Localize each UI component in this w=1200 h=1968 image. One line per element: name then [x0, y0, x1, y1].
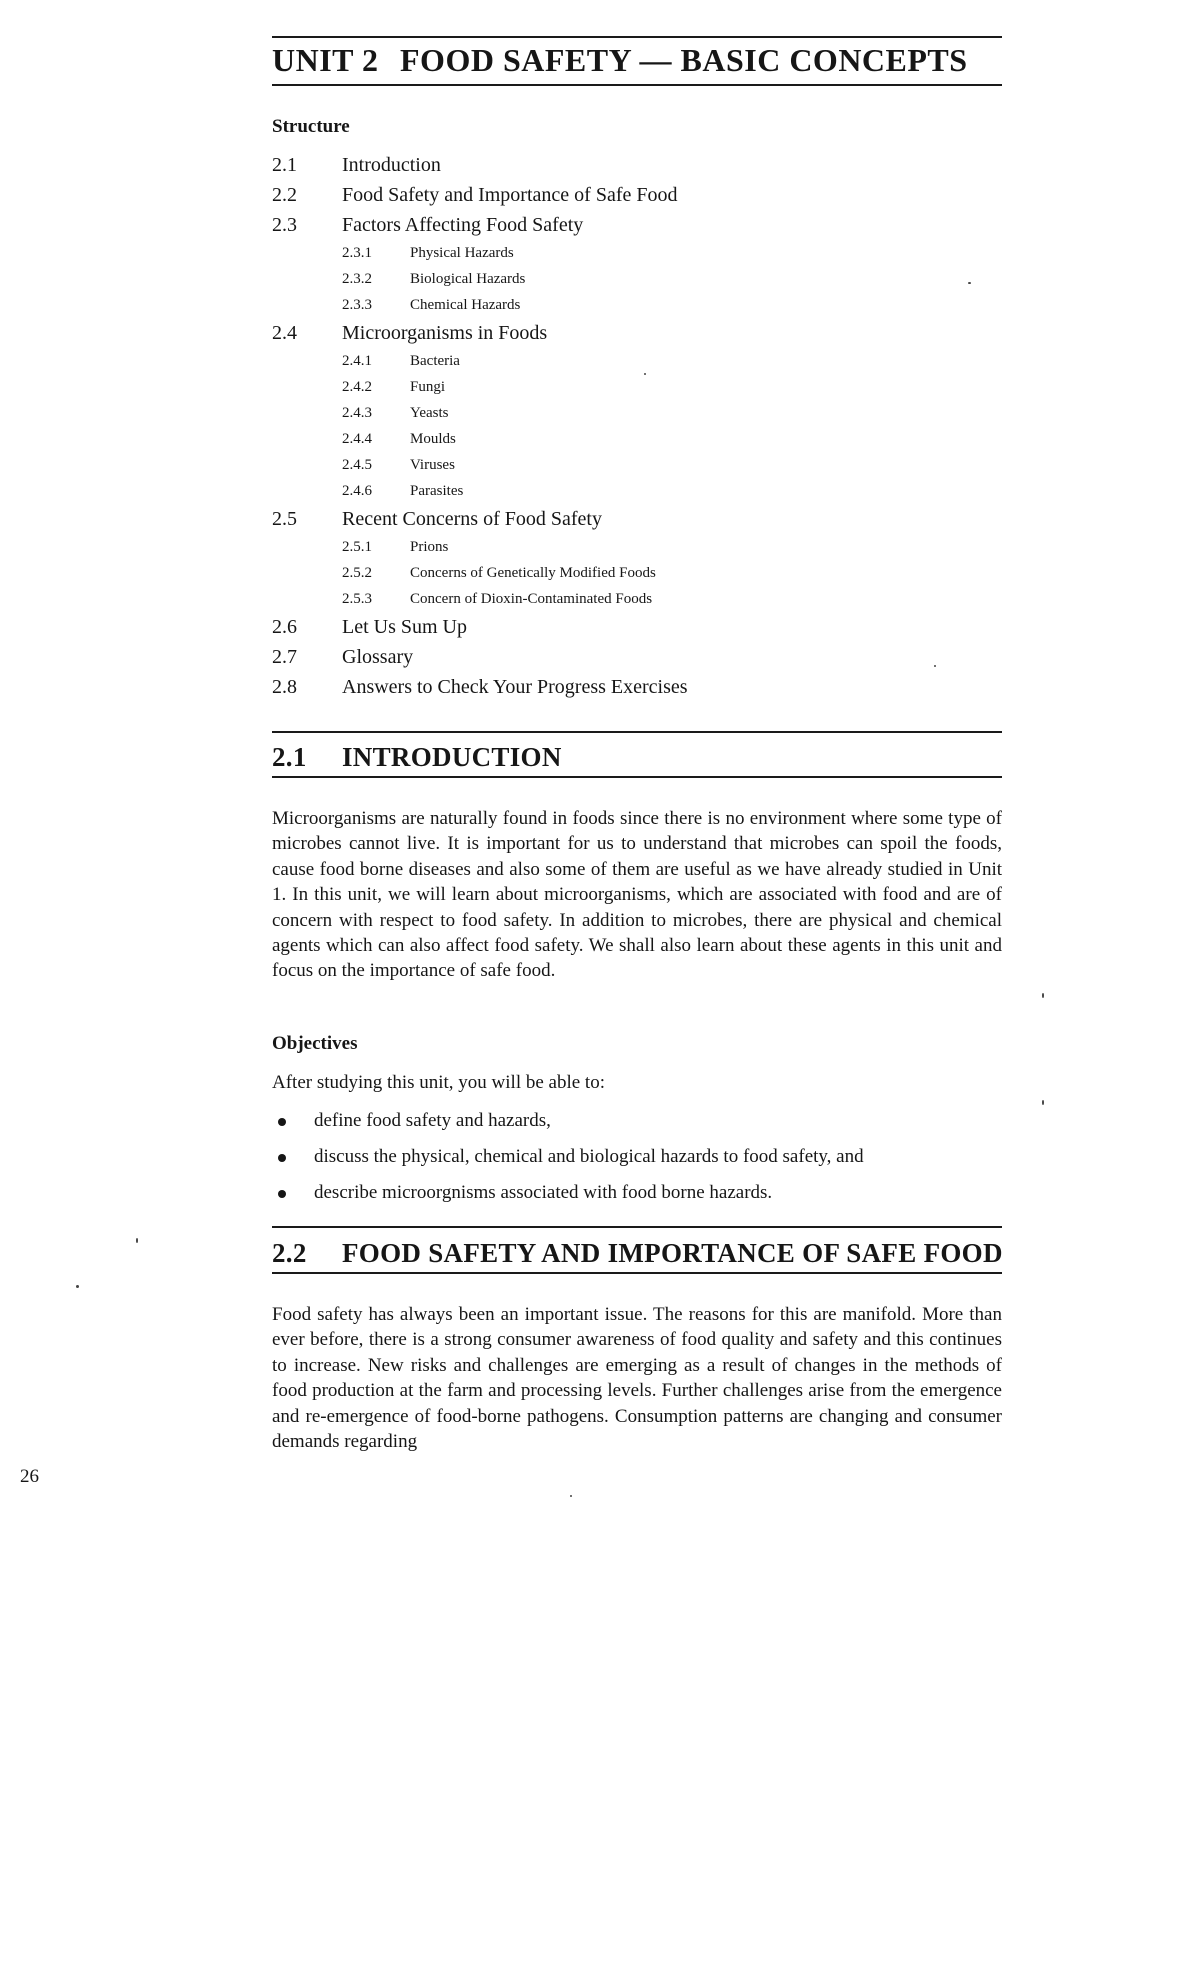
structure-item-label: Chemical Hazards: [410, 297, 521, 313]
structure-item-label: Concern of Dioxin-Contaminated Foods: [410, 591, 653, 607]
structure-item-label: Physical Hazards: [410, 245, 514, 261]
structure-subitem: [272, 374, 1002, 400]
unit-title: [272, 42, 1002, 79]
structure-item-label: Food Safety and Importance of Safe Food: [342, 184, 678, 206]
structure-item-number: 2.6: [272, 616, 297, 638]
structure-subitem: [272, 452, 1002, 478]
scan-speck: [934, 665, 936, 667]
objective-item: describe microorgnisms associated with food borne hazards.: [272, 1178, 1002, 1214]
structure-subitem: [272, 400, 1002, 426]
section-2-2-title: FOOD SAFETY AND IMPORTANCE OF SAFE FOOD: [342, 1238, 1003, 1268]
structure-item-label: Microorganisms in Foods: [342, 322, 548, 344]
structure-item-number: 2.8: [272, 676, 297, 698]
scan-speck: [644, 373, 646, 375]
scan-speck: [1042, 993, 1044, 998]
page-number: 26: [20, 1466, 39, 1487]
structure-subitem: [272, 426, 1002, 452]
section-2-1-heading: [272, 742, 1002, 773]
structure-item-number: 2.3.3: [342, 297, 372, 313]
structure-subitem: [272, 240, 1002, 266]
structure-item: [272, 612, 1002, 642]
structure-item-label: Answers to Check Your Progress Exercises: [342, 676, 688, 698]
section-2-1-number: 2.1: [272, 742, 307, 772]
structure-label: Structure: [272, 116, 350, 137]
scan-speck: [1042, 1100, 1044, 1105]
structure-item: [272, 210, 1002, 240]
structure-item-number: 2.4.4: [342, 431, 372, 447]
scan-speck: [570, 1495, 572, 1497]
structure-item-label: Prions: [410, 539, 449, 555]
structure-item: [272, 672, 1002, 702]
section-2-1-underline: [272, 776, 1002, 778]
objectives-list: [272, 1106, 1002, 1214]
unit-title-text: FOOD SAFETY — BASIC CONCEPTS: [400, 42, 968, 78]
structure-item-label: Parasites: [410, 483, 464, 499]
structure-item-label: Viruses: [410, 457, 455, 473]
structure-item-number: 2.3: [272, 214, 297, 236]
structure-item-label: Introduction: [342, 154, 441, 176]
section-2-1-title: INTRODUCTION: [342, 742, 562, 772]
structure-item-label: Fungi: [410, 379, 446, 395]
objective-item: define food safety and hazards,: [272, 1106, 1002, 1142]
structure-item-label: Yeasts: [410, 405, 449, 421]
structure-item-label: Moulds: [410, 431, 456, 447]
structure-item-label: Glossary: [342, 646, 414, 668]
top-rule: [272, 36, 1002, 38]
structure-item: [272, 318, 1002, 348]
structure-item-number: 2.5.3: [342, 591, 372, 607]
structure-list: [272, 150, 1002, 702]
food-safety-paragraph: Food safety has always been an important issue. The reasons for this are manifold. More than ever before, there is a strong consumer awareness of food quality and safety and this continues to increase. New risks and challenges are emerging as a result of changes in the methods of food production at the farm and processing levels. Further challenges arise from the emergence and re-emergence of food-borne pathogens. Consumption patterns are changing and consumer demands regarding: [272, 1304, 1002, 1453]
introduction-paragraph: Microorganisms are naturally found in foods since there is no environment where some type of microbes cannot live. It is important for us to understand that microbes can spoil the foods, cause food borne diseases and also some of them are useful as we have already studied in Unit 1. In this unit, we will learn about microorganisms, which are associated with food and are of concern with respect to food safety. In addition to microbes, there are physical and chemical agents which can also affect food safety. We shall also learn about these agents in this unit and focus on the importance of safe food.: [272, 808, 1002, 982]
section-2-2-heading: [272, 1238, 1002, 1269]
section-2-1-top-rule: [272, 731, 1002, 733]
structure-item-label: Factors Affecting Food Safety: [342, 214, 584, 236]
structure-item-number: 2.5: [272, 508, 297, 530]
scan-speck: [136, 1238, 138, 1243]
structure-subitem: [272, 348, 1002, 374]
structure-subitem: [272, 266, 1002, 292]
objective-item: discuss the physical, chemical and biological hazards to food safety, and: [272, 1142, 1002, 1178]
scan-speck: [76, 1285, 79, 1288]
structure-subitem: [272, 560, 1002, 586]
structure-item-number: 2.3.1: [342, 245, 372, 261]
scan-speck: [968, 282, 971, 284]
section-2-2-underline: [272, 1272, 1002, 1274]
structure-subitem: [272, 292, 1002, 318]
structure-subitem: [272, 534, 1002, 560]
unit-number: UNIT 2: [272, 42, 379, 78]
structure-item-number: 2.5.1: [342, 539, 372, 555]
structure-item-number: 2.4.5: [342, 457, 372, 473]
objectives-intro: After studying this unit, you will be able to:: [272, 1072, 605, 1093]
structure-item-label: Recent Concerns of Food Safety: [342, 508, 602, 530]
structure-item-number: 2.4: [272, 322, 297, 344]
structure-item: [272, 180, 1002, 210]
structure-item: [272, 504, 1002, 534]
structure-item-number: 2.5.2: [342, 565, 372, 581]
structure-item-number: 2.3.2: [342, 271, 372, 287]
structure-subitem: [272, 478, 1002, 504]
structure-item-number: 2.4.3: [342, 405, 372, 421]
structure-subitem: [272, 586, 1002, 612]
structure-item-number: 2.4.6: [342, 483, 372, 499]
objectives-label: Objectives: [272, 1033, 358, 1054]
structure-item: [272, 150, 1002, 180]
structure-item-number: 2.7: [272, 646, 297, 668]
structure-item-label: Bacteria: [410, 353, 460, 369]
structure-item-label: Concerns of Genetically Modified Foods: [410, 565, 656, 581]
structure-item-number: 2.4.2: [342, 379, 372, 395]
section-2-2-top-rule: [272, 1226, 1002, 1228]
structure-item-number: 2.4.1: [342, 353, 372, 369]
structure-item: [272, 642, 1002, 672]
structure-item-label: Let Us Sum Up: [342, 616, 467, 638]
title-underline: [272, 84, 1002, 86]
structure-item-number: 2.1: [272, 154, 297, 176]
structure-item-label: Biological Hazards: [410, 271, 526, 287]
section-2-2-number: 2.2: [272, 1238, 307, 1268]
structure-item-number: 2.2: [272, 184, 297, 206]
